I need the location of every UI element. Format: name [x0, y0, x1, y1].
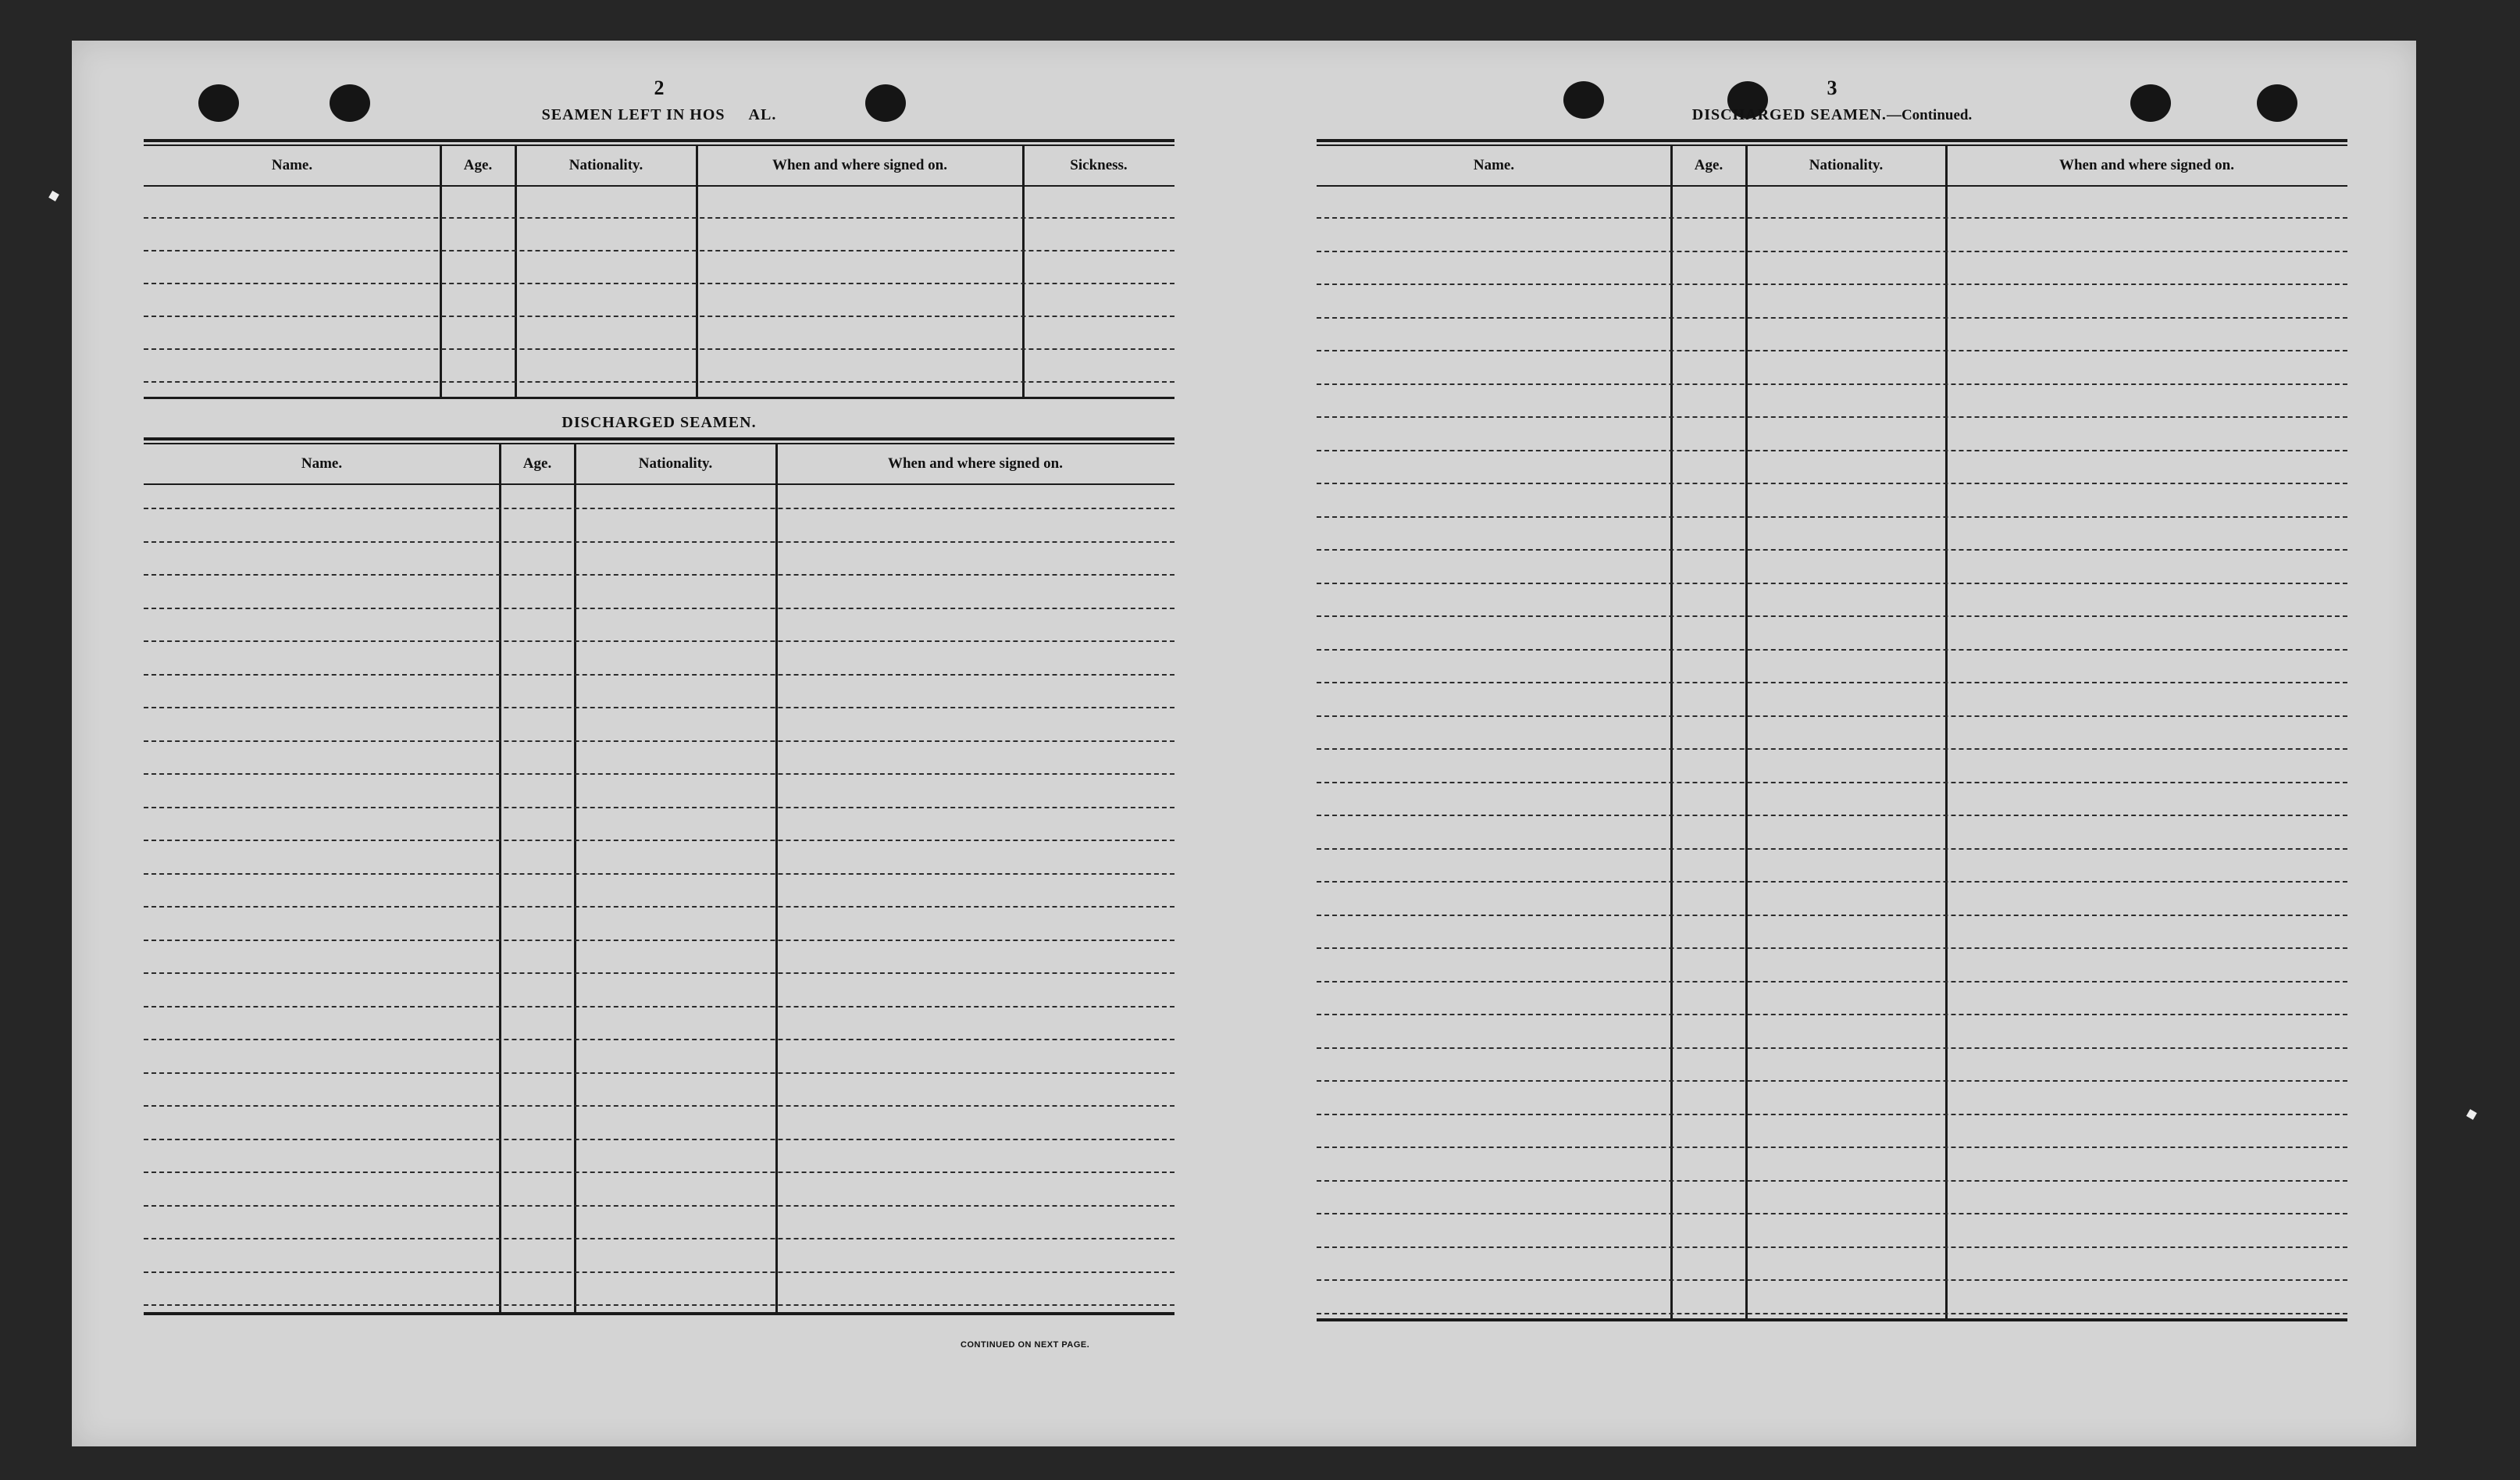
entry-line	[144, 250, 1174, 251]
col-header-nationality: Nationality.	[569, 157, 643, 173]
hospital-table	[144, 139, 1174, 451]
discharged-table	[144, 437, 1174, 1390]
entry-line	[1317, 947, 2347, 949]
page-number: 2	[654, 77, 665, 99]
entry-line	[1317, 1213, 2347, 1214]
entry-line	[1317, 583, 2347, 584]
col-header-signed-on: When and where signed on.	[2058, 157, 2234, 173]
entry-line	[144, 541, 1174, 543]
continued-suffix: —Continued.	[1886, 107, 1973, 123]
entry-line	[144, 1205, 1174, 1207]
entry-line	[144, 906, 1174, 908]
entry-line	[144, 674, 1174, 676]
entry-line	[144, 1139, 1174, 1140]
scan-artifact	[48, 191, 59, 201]
column-divider	[1745, 146, 1748, 1319]
entry-line	[1317, 317, 2347, 319]
entry-line	[1317, 649, 2347, 651]
entry-line	[1317, 1114, 2347, 1115]
table-top-rule	[1317, 139, 2347, 146]
entry-line	[1317, 815, 2347, 816]
entry-line	[144, 381, 1174, 383]
discharged-section-title: DISCHARGED SEAMEN.	[561, 414, 757, 431]
entry-line	[1317, 748, 2347, 750]
column-divider	[440, 146, 442, 398]
entry-line	[144, 574, 1174, 576]
table-header-row	[1317, 146, 2347, 187]
entry-line	[144, 1172, 1174, 1173]
entry-line	[1317, 450, 2347, 451]
entry-line	[144, 740, 1174, 742]
entry-line	[144, 283, 1174, 284]
entry-line	[1317, 1279, 2347, 1281]
entry-line	[1317, 1014, 2347, 1015]
entry-line	[1317, 416, 2347, 418]
column-divider	[696, 146, 698, 398]
discharged-continued-table	[1317, 139, 2347, 1389]
entry-line	[144, 608, 1174, 609]
col-header-name: Name.	[271, 157, 313, 173]
table-bottom-rule	[1317, 1318, 2347, 1321]
entry-line	[1317, 383, 2347, 385]
entry-line	[1317, 516, 2347, 518]
entry-line	[1317, 1080, 2347, 1082]
entry-line	[1317, 350, 2347, 351]
entry-line	[1317, 1313, 2347, 1314]
entry-line	[1317, 981, 2347, 983]
col-header-age: Age.	[463, 157, 493, 173]
entry-line	[144, 1039, 1174, 1040]
table-header-row	[144, 444, 1174, 485]
entry-line	[1317, 1047, 2347, 1049]
entry-line	[144, 316, 1174, 317]
table-bottom-rule	[144, 1312, 1174, 1315]
col-header-name: Name.	[1473, 157, 1515, 173]
entry-line	[1317, 615, 2347, 617]
entry-line	[1317, 217, 2347, 219]
col-header-age: Age.	[522, 455, 552, 472]
entry-line	[1317, 915, 2347, 916]
entry-line	[1317, 881, 2347, 883]
entry-line	[144, 1271, 1174, 1273]
entry-line	[144, 217, 1174, 219]
entry-line	[144, 840, 1174, 841]
entry-line	[144, 707, 1174, 708]
entry-line	[1317, 1180, 2347, 1182]
column-divider	[1670, 146, 1673, 1319]
entry-line	[144, 1072, 1174, 1074]
form-sheet	[72, 41, 2416, 1446]
entry-line	[144, 773, 1174, 775]
discharged-title-text: DISCHARGED SEAMEN.	[1691, 106, 1887, 123]
entry-line	[144, 640, 1174, 642]
entry-line	[1317, 782, 2347, 783]
col-header-nationality: Nationality.	[638, 455, 713, 472]
entry-line	[144, 873, 1174, 875]
col-header-signed-on: When and where signed on.	[772, 157, 947, 173]
col-header-sickness: Sickness.	[1070, 157, 1128, 173]
entry-line	[1317, 549, 2347, 551]
column-divider	[515, 146, 517, 398]
hospital-title-tail: AL.	[748, 106, 777, 123]
col-header-signed-on: When and where signed on.	[887, 455, 1063, 472]
entry-line	[1317, 1246, 2347, 1248]
entry-line	[144, 1304, 1174, 1306]
entry-line	[144, 972, 1174, 974]
column-divider	[1945, 146, 1948, 1319]
entry-line	[144, 348, 1174, 350]
table-bottom-rule	[144, 397, 1174, 399]
scan-artifact	[2466, 1109, 2477, 1120]
entry-line	[144, 1238, 1174, 1239]
col-header-age: Age.	[1694, 157, 1723, 173]
entry-line	[1317, 715, 2347, 717]
table-top-rule	[144, 437, 1174, 444]
hospital-section-title	[144, 106, 1174, 124]
discharged-continued-title	[1317, 106, 2347, 124]
entry-line	[1317, 483, 2347, 484]
continued-note: CONTINUED ON NEXT PAGE.	[961, 1340, 1090, 1350]
table-header-row	[144, 146, 1174, 187]
page-number: 3	[1827, 77, 1837, 99]
col-header-nationality: Nationality.	[1809, 157, 1884, 173]
entry-line	[144, 940, 1174, 941]
entry-line	[144, 807, 1174, 808]
entry-line	[1317, 284, 2347, 285]
entry-line	[144, 1006, 1174, 1007]
entry-line	[144, 508, 1174, 509]
entry-line	[1317, 251, 2347, 252]
hospital-title-text: SEAMEN LEFT IN HOS	[541, 106, 725, 123]
entry-line	[144, 1105, 1174, 1107]
entry-line	[1317, 682, 2347, 683]
entry-line	[1317, 1147, 2347, 1148]
entry-line	[1317, 848, 2347, 850]
col-header-name: Name.	[301, 455, 343, 472]
table-top-rule	[144, 139, 1174, 146]
column-divider	[1022, 146, 1025, 398]
